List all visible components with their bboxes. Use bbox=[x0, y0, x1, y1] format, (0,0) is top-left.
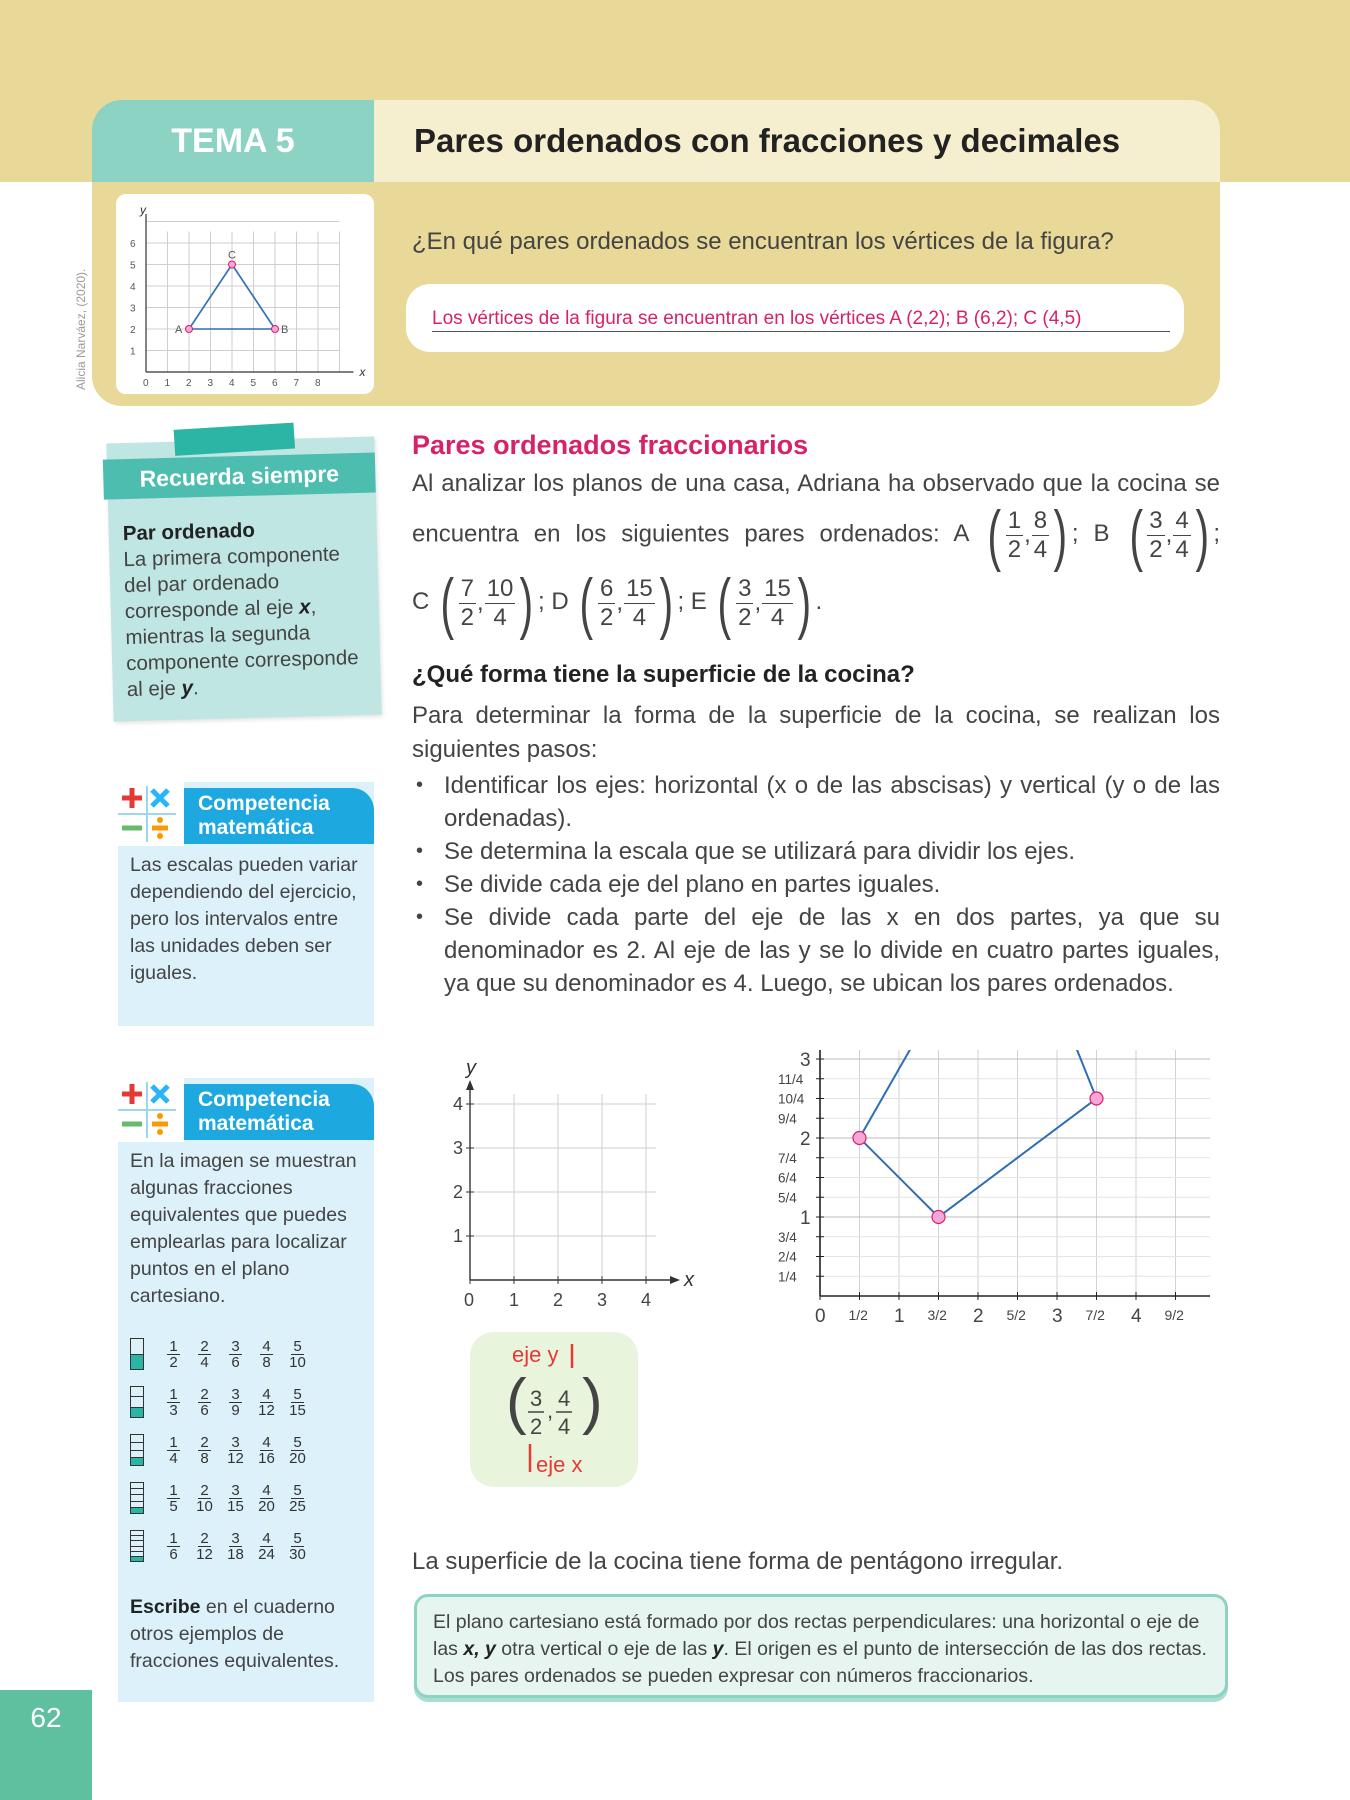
equivalent-fraction: 3 18 bbox=[227, 1529, 244, 1563]
denominator: 4 bbox=[770, 603, 785, 631]
comp-title-1-line2: matemática bbox=[198, 816, 314, 839]
y-tick-label: 3/4 bbox=[778, 1229, 797, 1245]
x-tick-label: 6 bbox=[272, 378, 278, 389]
vertex-point bbox=[229, 261, 236, 268]
equivalent-fraction: 5 15 bbox=[289, 1385, 306, 1419]
def-text-2: otra vertical o eje de las bbox=[495, 1638, 713, 1660]
x-tick-label: 1 bbox=[509, 1290, 520, 1310]
math-operations-icon bbox=[114, 782, 184, 846]
denominator: 4 bbox=[493, 603, 507, 631]
y-tick-label: 1/4 bbox=[778, 1269, 797, 1285]
y-tick-label: 6 bbox=[130, 239, 136, 250]
def-text-1: El plano cartesiano está formado por dos rectas perpendiculares: una horizontal o eje de las bbox=[433, 1611, 1200, 1660]
separator: ; bbox=[1213, 520, 1220, 548]
fraction-row bbox=[130, 1522, 364, 1570]
eje-y-label: eje y bbox=[512, 1342, 559, 1367]
y-tick-label: 11/4 bbox=[778, 1071, 804, 1087]
x-tick-label: 7/2 bbox=[1085, 1307, 1105, 1323]
paren-right: ) bbox=[519, 565, 534, 641]
fraction-bar-icon bbox=[130, 1434, 144, 1466]
recuerda-title: Recuerda siempre bbox=[103, 453, 376, 500]
y-tick-label: 5 bbox=[130, 260, 136, 272]
y-tick-label: 1 bbox=[130, 346, 136, 358]
denominator: 2 bbox=[460, 603, 475, 631]
pair-fraction bbox=[983, 497, 1072, 573]
mini-graph bbox=[116, 194, 374, 394]
denominator: 4 bbox=[632, 603, 647, 631]
y-tick-label: 2 bbox=[453, 1182, 464, 1202]
equivalent-fraction: 2 4 bbox=[200, 1337, 209, 1371]
par-y: y bbox=[181, 676, 194, 700]
comp-title-2-line2: matemática bbox=[198, 1112, 314, 1135]
question-2: ¿Qué forma tiene la superficie de la cocina? bbox=[412, 661, 915, 688]
pair-fraction bbox=[713, 565, 815, 641]
comp-text-2: En la imagen se muestran algunas fracciones equivalentes que puedes emplearlas para localizar puntos en el plano cartesiano. bbox=[130, 1150, 357, 1307]
escribe-text bbox=[130, 1594, 364, 1675]
numerator: 6 bbox=[600, 574, 614, 602]
fraction bbox=[624, 575, 655, 632]
fraction-bar-icon bbox=[130, 1338, 144, 1370]
x-tick-label: 0 bbox=[464, 1290, 475, 1310]
equivalent-fraction: 5 30 bbox=[289, 1529, 306, 1563]
x-numerator: 3 bbox=[530, 1386, 543, 1411]
pair-name: E bbox=[690, 588, 714, 616]
x-tick-label: 8 bbox=[315, 378, 321, 389]
x-tick-label: 4 bbox=[1131, 1306, 1142, 1327]
x-axis-label: x bbox=[684, 1269, 694, 1291]
y-tick-label: 1 bbox=[800, 1208, 811, 1229]
recuerda-body bbox=[122, 515, 367, 703]
equivalent-fraction: 4 24 bbox=[258, 1529, 275, 1563]
comma: , bbox=[1024, 521, 1031, 548]
equivalent-fraction: 4 20 bbox=[258, 1481, 275, 1515]
x-tick-label: 1 bbox=[164, 378, 171, 389]
data-point bbox=[1090, 1092, 1103, 1105]
y-tick-label: 3 bbox=[800, 1050, 811, 1071]
step-item: • Identificar los ejes: horizontal (x o de las abscisas) y vertical (y o de las ordenadas). bbox=[412, 769, 1220, 835]
pair-name: A bbox=[953, 520, 984, 548]
x-tick-label: 4 bbox=[229, 378, 235, 389]
vertex-point bbox=[186, 326, 193, 333]
y-tick-label: 3 bbox=[453, 1138, 464, 1158]
paren-right: ) bbox=[582, 1367, 603, 1436]
def-y: y bbox=[712, 1638, 724, 1660]
fraction bbox=[485, 575, 516, 632]
vertex-label: C bbox=[228, 249, 236, 262]
denominator: 4 bbox=[1033, 535, 1048, 563]
fraction bbox=[1006, 507, 1023, 564]
fraction bbox=[736, 575, 753, 632]
denominator: 2 bbox=[1007, 535, 1022, 563]
definition-box bbox=[414, 1594, 1228, 1698]
equivalent-fraction: 5 20 bbox=[289, 1433, 306, 1467]
step-item: • Se determina la escala que se utilizará para dividir los ejes. bbox=[412, 835, 1220, 868]
numerator: 4 bbox=[1175, 506, 1189, 534]
eje-x-label: eje x bbox=[536, 1452, 583, 1477]
paren-left: ( bbox=[440, 565, 455, 641]
x-tick-label: 2 bbox=[973, 1306, 984, 1327]
recuerda-note bbox=[106, 437, 381, 722]
x-tick-label: 0 bbox=[143, 378, 149, 389]
comp-title-1-line1: Competencia bbox=[198, 792, 330, 815]
equivalent-fractions bbox=[130, 1330, 364, 1570]
x-tick-label: 5 bbox=[250, 378, 257, 389]
denominator: 2 bbox=[1149, 535, 1163, 563]
equivalent-fraction: 3 12 bbox=[227, 1433, 244, 1467]
y-numerator: 4 bbox=[558, 1386, 571, 1411]
numerator: 1 bbox=[1007, 506, 1022, 534]
equivalent-fraction: 1 5 bbox=[169, 1481, 178, 1515]
comp-head-2 bbox=[118, 1078, 374, 1142]
separator: ; bbox=[1071, 520, 1079, 548]
y-denominator: 4 bbox=[558, 1414, 571, 1439]
equivalent-fraction: 2 10 bbox=[196, 1481, 213, 1515]
numerator: 7 bbox=[460, 574, 475, 602]
fraction-bar-icon bbox=[130, 1386, 144, 1418]
header-panel bbox=[92, 100, 1220, 406]
data-point bbox=[853, 1132, 866, 1145]
paren-right: ) bbox=[1195, 497, 1209, 573]
y-tick-label: 4 bbox=[453, 1094, 464, 1114]
vertex-point bbox=[272, 326, 279, 333]
def-xy: x, y bbox=[463, 1638, 496, 1660]
steps-intro: Para determinar la forma de la superficie de la cocina, se realizan los siguientes pasos: bbox=[412, 702, 1220, 763]
x-axis-label: x bbox=[359, 365, 366, 379]
equivalent-fraction: 1 4 bbox=[169, 1433, 178, 1467]
def-text-3: . El origen es el punto de intersección de las dos rectas. Los pares ordenados se pueden expresar con números fraccionarios. bbox=[433, 1638, 1207, 1687]
x-tick-label: 2 bbox=[186, 378, 192, 389]
fraction-bar-icon bbox=[130, 1530, 144, 1562]
equivalent-fraction: 5 25 bbox=[289, 1481, 306, 1515]
separator: ; bbox=[677, 588, 685, 616]
x-tick-label: 9/2 bbox=[1164, 1307, 1184, 1323]
fraction-row bbox=[130, 1474, 364, 1522]
numerator: 15 bbox=[626, 574, 653, 602]
step-item: • Se divide cada eje del plano en partes iguales. bbox=[412, 868, 1220, 901]
pair-name: D bbox=[551, 588, 576, 616]
numerator: 8 bbox=[1033, 506, 1048, 534]
comp-title-2 bbox=[178, 1084, 374, 1140]
tema-label: TEMA 5 bbox=[92, 100, 374, 182]
x-tick-label: 3 bbox=[597, 1290, 608, 1310]
denominator: 2 bbox=[600, 603, 614, 631]
pair-fraction bbox=[436, 565, 538, 641]
answer-box bbox=[406, 284, 1184, 352]
pair-name: C bbox=[412, 588, 436, 616]
intro-paragraph bbox=[412, 467, 1220, 641]
pair-fraction bbox=[1125, 497, 1214, 573]
paren-left: ( bbox=[579, 565, 594, 641]
comma: , bbox=[754, 589, 762, 616]
image-credit: Alicia Narváez, (2020). bbox=[74, 268, 88, 390]
step-item: • Se divide cada parte del eje de las x en dos partes, ya que su denominador es 2. Al eje de las y se lo divide en cuatro partes iguales, ya que su denominador es 4. Luego, se ubican los pares ordenados. bbox=[412, 901, 1220, 1000]
x-denominator: 2 bbox=[530, 1414, 543, 1439]
comma: , bbox=[616, 589, 624, 616]
equivalent-fraction: 3 6 bbox=[231, 1337, 240, 1371]
answer-text: Los vértices de la figura se encuentran en los vértices A (2,2); B (6,2); C (4,5) bbox=[432, 308, 1170, 332]
equivalent-fraction: 4 8 bbox=[262, 1337, 271, 1371]
fraction-row bbox=[130, 1330, 364, 1378]
pentagon-chart bbox=[710, 1050, 1210, 1340]
numerator: 3 bbox=[1149, 506, 1163, 534]
escribe-bold: Escribe bbox=[130, 1596, 201, 1618]
y-tick-label: 2 bbox=[130, 325, 136, 336]
equivalent-fraction: 5 10 bbox=[289, 1337, 306, 1371]
equivalent-fraction: 4 12 bbox=[258, 1385, 275, 1419]
y-tick-label: 9/4 bbox=[778, 1111, 797, 1127]
comp-title-1 bbox=[178, 788, 374, 844]
y-tick-label: 10/4 bbox=[778, 1091, 805, 1107]
equivalent-fraction: 2 6 bbox=[200, 1385, 209, 1419]
ordered-pair bbox=[953, 497, 1079, 573]
par-end: . bbox=[192, 676, 199, 700]
intro-text: Al analizar los planos de una casa, Adriana ha observado que la cocina se encuentra en los siguientes pares ordenados: bbox=[412, 470, 1220, 548]
comp-body-2 bbox=[118, 1142, 374, 1685]
fraction-row bbox=[130, 1426, 364, 1474]
x-tick-label: 4 bbox=[641, 1290, 652, 1310]
par-text-2: , mientras la segunda componente corresponde al eje bbox=[125, 595, 359, 702]
pair-fraction bbox=[575, 565, 677, 641]
comp-title-2-line1: Competencia bbox=[198, 1088, 330, 1111]
competencia-card-2 bbox=[118, 1078, 374, 1702]
y-tick-label: 3 bbox=[130, 303, 136, 315]
ordered-pair bbox=[412, 565, 545, 641]
denominator: 2 bbox=[738, 603, 752, 631]
paren-right: ) bbox=[797, 565, 811, 641]
paren-left: ( bbox=[506, 1367, 527, 1436]
vertex-label: A bbox=[175, 324, 183, 336]
mini-graph-svg bbox=[116, 194, 374, 394]
par-text-1: La primera componente del par ordenado corresponde al eje bbox=[123, 542, 341, 624]
equivalent-fraction: 2 8 bbox=[200, 1433, 209, 1467]
vertex-label: B bbox=[281, 324, 289, 336]
equivalent-fraction: 4 16 bbox=[258, 1433, 275, 1467]
axis-note-svg bbox=[470, 1332, 638, 1487]
page-number: 62 bbox=[30, 1702, 62, 1733]
denominator: 4 bbox=[1175, 535, 1189, 563]
par-title: Par ordenado bbox=[122, 518, 256, 546]
fraction bbox=[1173, 507, 1190, 564]
fraction bbox=[459, 575, 476, 632]
main-content bbox=[412, 430, 1220, 1000]
x-tick-label: 7 bbox=[293, 378, 300, 389]
comp-head-1 bbox=[118, 782, 374, 846]
fraction bbox=[1147, 507, 1164, 564]
fraction-row bbox=[130, 1378, 364, 1426]
equivalent-fraction: 3 9 bbox=[231, 1385, 240, 1419]
x-tick-label: 5/2 bbox=[1006, 1307, 1026, 1323]
equivalent-fraction: 1 3 bbox=[169, 1385, 178, 1419]
axis-note bbox=[470, 1332, 638, 1487]
comma: , bbox=[477, 589, 484, 616]
conclusion: La superficie de la cocina tiene forma de pentágono irregular. bbox=[412, 1548, 1064, 1575]
x-tick-label: 3 bbox=[1052, 1306, 1063, 1327]
numerator: 15 bbox=[764, 574, 791, 602]
y-tick-label: 7/4 bbox=[778, 1150, 797, 1166]
y-axis-label: y bbox=[466, 1057, 476, 1079]
fraction bbox=[598, 575, 615, 632]
section-title: Pares ordenados fraccionarios bbox=[412, 430, 809, 460]
paren-left: ( bbox=[987, 497, 1002, 573]
equivalent-fraction: 3 15 bbox=[227, 1481, 244, 1515]
fraction bbox=[1032, 507, 1049, 564]
x-tick-label: 3 bbox=[207, 378, 214, 389]
y-tick-label: 6/4 bbox=[778, 1170, 797, 1186]
small-grid-graph bbox=[430, 1050, 700, 1320]
paren-left: ( bbox=[718, 565, 732, 641]
equivalent-fraction: 1 6 bbox=[169, 1529, 178, 1563]
pair-name: B bbox=[1093, 520, 1125, 548]
y-tick-label: 2/4 bbox=[778, 1249, 797, 1265]
page-title: Pares ordenados con fracciones y decimales bbox=[374, 100, 1220, 182]
y-tick-label: 4 bbox=[130, 282, 136, 293]
x-tick-label: 3/2 bbox=[927, 1307, 947, 1323]
separator: ; bbox=[538, 588, 545, 616]
data-point bbox=[932, 1211, 945, 1224]
paren-right: ) bbox=[659, 565, 673, 641]
y-tick-label: 2 bbox=[800, 1129, 811, 1150]
numerator: 3 bbox=[738, 574, 752, 602]
y-axis-label: y bbox=[140, 203, 146, 217]
tape-decoration bbox=[174, 423, 295, 456]
steps-list bbox=[412, 769, 1220, 1000]
paren-left: ( bbox=[1129, 497, 1143, 573]
comma: , bbox=[1165, 521, 1173, 548]
separator: . bbox=[815, 588, 823, 616]
x-tick-label: 1 bbox=[894, 1306, 905, 1327]
ordered-pair bbox=[551, 565, 685, 641]
equivalent-fraction: 2 12 bbox=[196, 1529, 213, 1563]
y-tick-label: 5/4 bbox=[778, 1190, 797, 1206]
y-tick-label: 1 bbox=[453, 1226, 464, 1246]
competencia-card-1 bbox=[118, 782, 374, 1026]
fraction-bar-icon bbox=[130, 1482, 144, 1514]
x-tick-label: 0 bbox=[815, 1306, 826, 1327]
ordered-pair bbox=[1093, 497, 1220, 573]
y-arrow bbox=[466, 1080, 474, 1090]
comma: , bbox=[547, 1398, 554, 1423]
math-operations-icon bbox=[114, 1078, 184, 1142]
header-question: ¿En qué pares ordenados se encuentran los vértices de la figura? bbox=[412, 228, 1114, 255]
fraction bbox=[762, 575, 793, 632]
par-x: x bbox=[298, 595, 311, 619]
x-tick-label: 1/2 bbox=[848, 1307, 868, 1323]
paren-right: ) bbox=[1053, 497, 1068, 573]
comp-text-1: Las escalas pueden variar dependiendo del ejercicio, pero los intervalos entre las unidades deben ser iguales. bbox=[130, 854, 358, 984]
x-tick-label: 2 bbox=[553, 1290, 564, 1310]
x-arrow bbox=[670, 1276, 680, 1284]
numerator: 10 bbox=[486, 574, 514, 602]
equivalent-fraction: 1 2 bbox=[169, 1337, 178, 1371]
escribe-rest: en el cuaderno otros ejemplos de fracciones equivalentes. bbox=[130, 1596, 340, 1672]
ordered-pair bbox=[690, 565, 823, 641]
